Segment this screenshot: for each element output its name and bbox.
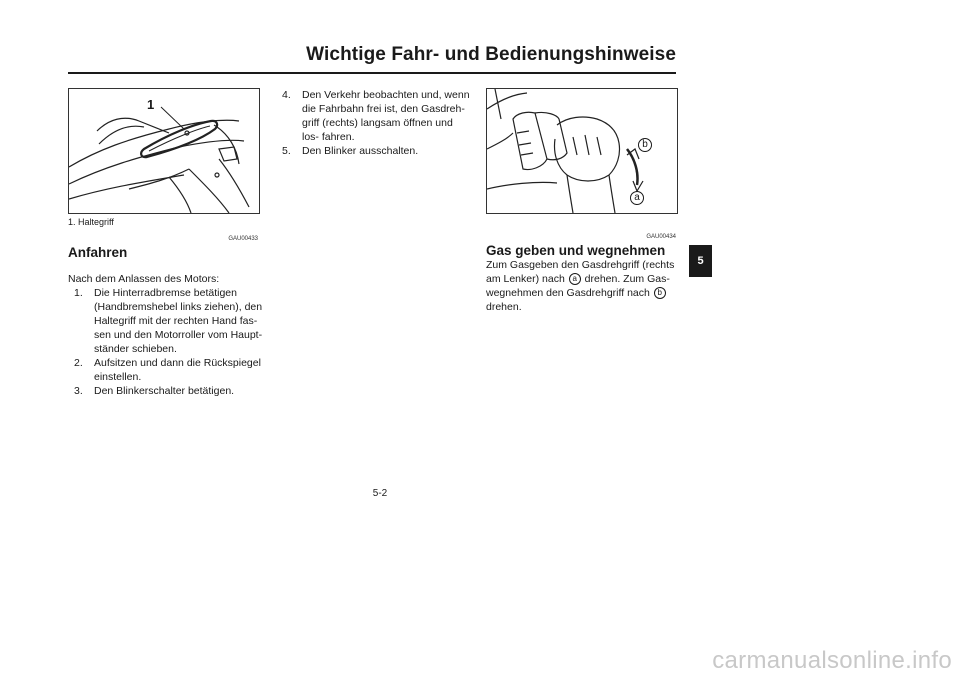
section-heading: Gas geben und wegnehmen	[486, 243, 666, 258]
list-item: 4. Den Verkehr beobachten und, wenn die Fahrbahn frei ist, den Gasdreh- griff (rechts) langsam öffnen und los- fahren.	[282, 89, 470, 143]
page-number: 5-2	[372, 488, 388, 499]
start-steps-list	[74, 286, 270, 398]
section-intro: Nach dem Anlassen des Motors:	[68, 273, 220, 285]
mark-b: b	[654, 287, 666, 299]
list-item: 2. Aufsitzen und dann die Rückspiegel einstellen.	[74, 357, 261, 383]
section-heading: Anfahren	[68, 245, 128, 260]
section-gas-body: Zum Gasgeben den Gasdrehgriff (rechts am Lenker) nach a drehen. Zum Gas- wegnehmen den Gasdrehgriff nach b drehen.	[486, 259, 675, 313]
mark-a: a	[569, 273, 581, 285]
label-a: a	[630, 191, 644, 205]
chapter-tab: 5	[689, 245, 712, 277]
section-code: GAU00434	[646, 234, 676, 240]
label-b: b	[638, 138, 652, 152]
scooter-illustration	[69, 89, 259, 213]
page-title: Wichtige Fahr- und Bedienungshinweise	[306, 44, 676, 65]
section-code: GAU00433	[228, 236, 258, 242]
title-underline	[68, 72, 676, 74]
watermark: carmanualsonline.info	[712, 647, 952, 674]
list-item: 3. Den Blinkerschalter betätigen.	[74, 385, 235, 397]
continued-steps-list	[282, 88, 472, 158]
figure-caption: 1. Haltegriff	[68, 217, 114, 227]
list-item: 5. Den Blinker ausschalten.	[282, 145, 419, 157]
callout-number: 1	[147, 97, 155, 112]
figure-throttle	[486, 88, 678, 214]
list-item: 1. Die Hinterradbremse betätigen (Handbremshebel links ziehen), den Haltegriff mit der rechten Hand fas- sen und den Motorroller vom Haupt- ständer schieben.	[74, 287, 263, 355]
figure-grab-handle	[68, 88, 260, 214]
